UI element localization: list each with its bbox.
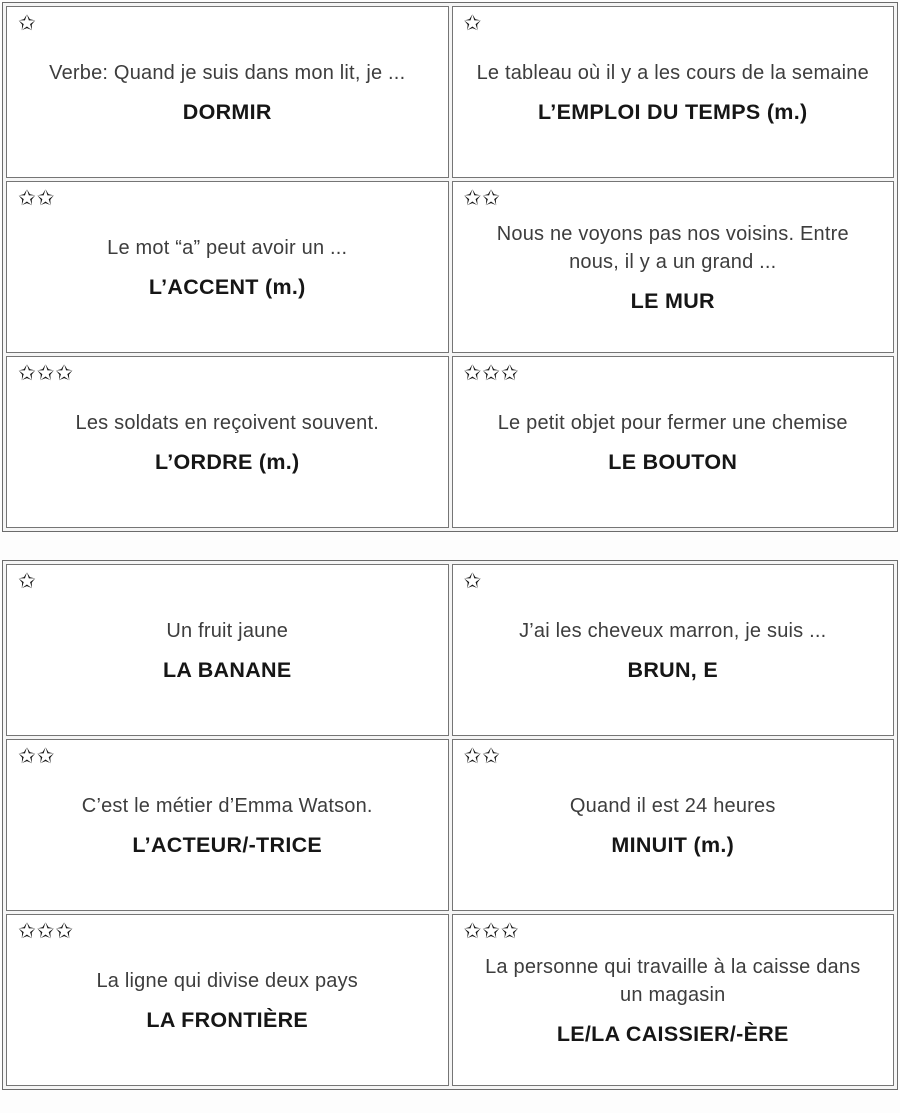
flashcard-banane [6, 564, 449, 736]
table-divider-gap [2, 532, 898, 560]
difficulty-star-icon: ✩✩✩ [18, 361, 74, 385]
difficulty-star-icon: ✩ [18, 569, 37, 593]
difficulty-star-icon: ✩✩ [463, 744, 501, 768]
card-content [21, 59, 434, 125]
difficulty-star-icon: ✩ [463, 569, 483, 593]
table-row [6, 356, 894, 528]
flashcard-bouton [452, 356, 895, 528]
flashcard-frontiere [6, 914, 449, 1086]
clue-text: C’est le métier d’Emma Watson. [81, 795, 373, 817]
difficulty-star-icon: ✩✩ [18, 186, 56, 210]
flashcard-caissier [452, 914, 895, 1086]
card-content [21, 234, 434, 300]
card-content [467, 409, 880, 475]
table-row [6, 181, 894, 353]
difficulty-star-icon: ✩✩✩ [463, 919, 520, 943]
answer-text: DORMIR [182, 100, 272, 124]
answer-text: L’ACTEUR/-TRICE [132, 833, 323, 857]
difficulty-star-icon: ✩ [18, 11, 37, 35]
answer-text: L’ORDRE (m.) [154, 450, 300, 474]
table-row [6, 564, 894, 736]
clue-text: Verbe: Quand je suis dans mon lit, je ... [49, 62, 406, 84]
clue-text: Un fruit jaune [166, 620, 289, 642]
card-content [467, 792, 880, 858]
flashcard-mur [452, 181, 895, 353]
card-content [467, 953, 880, 1047]
answer-text: LA BANANE [162, 658, 292, 682]
difficulty-star-icon: ✩✩✩ [463, 361, 520, 385]
difficulty-star-icon: ✩✩ [18, 744, 56, 768]
card-content [21, 792, 434, 858]
difficulty-star-icon: ✩✩✩ [18, 919, 74, 943]
clue-text: La personne qui travaille à la caisse dans un magasin [485, 956, 861, 1006]
clue-text: J’ai les cheveux marron, je suis ... [519, 620, 827, 642]
card-content [21, 617, 434, 683]
clue-text: Nous ne voyons pas nos voisins. Entre nous, il y a un grand ... [496, 223, 849, 273]
answer-text: LE/LA CAISSIER/-ÈRE [556, 1022, 789, 1046]
answer-text: LE MUR [630, 289, 715, 313]
card-content [21, 409, 434, 475]
answer-text: LE BOUTON [608, 450, 738, 474]
flashcard-table-top [2, 2, 898, 532]
flashcard-accent [6, 181, 449, 353]
difficulty-star-icon: ✩ [463, 11, 483, 35]
card-content [467, 220, 880, 314]
card-content [21, 967, 434, 1033]
flashcard-acteur [6, 739, 449, 911]
answer-text: LA FRONTIÈRE [146, 1008, 309, 1032]
clue-text: Les soldats en reçoivent souvent. [75, 412, 379, 434]
table-row [6, 914, 894, 1086]
clue-text: Quand il est 24 heures [569, 795, 776, 817]
table-row [6, 6, 894, 178]
answer-text: L’ACCENT (m.) [148, 275, 306, 299]
difficulty-star-icon: ✩✩ [463, 186, 501, 210]
flashcard-table-bottom [2, 560, 898, 1090]
clue-text: Le tableau où il y a les cours de la semaine [476, 62, 869, 84]
answer-text: L’EMPLOI DU TEMPS (m.) [538, 100, 808, 124]
flashcard-minuit [452, 739, 895, 911]
card-content [467, 59, 880, 125]
card-content [467, 617, 880, 683]
flashcard-emploi-du-temps [452, 6, 895, 178]
clue-text: La ligne qui divise deux pays [96, 970, 359, 992]
answer-text: MINUIT (m.) [611, 833, 735, 857]
clue-text: Le petit objet pour fermer une chemise [497, 412, 848, 434]
clue-text: Le mot “a” peut avoir un ... [107, 237, 348, 259]
table-row [6, 739, 894, 911]
flashcard-ordre [6, 356, 449, 528]
answer-text: BRUN, E [627, 658, 718, 682]
flashcard-brun [452, 564, 895, 736]
flashcard-dormir [6, 6, 449, 178]
